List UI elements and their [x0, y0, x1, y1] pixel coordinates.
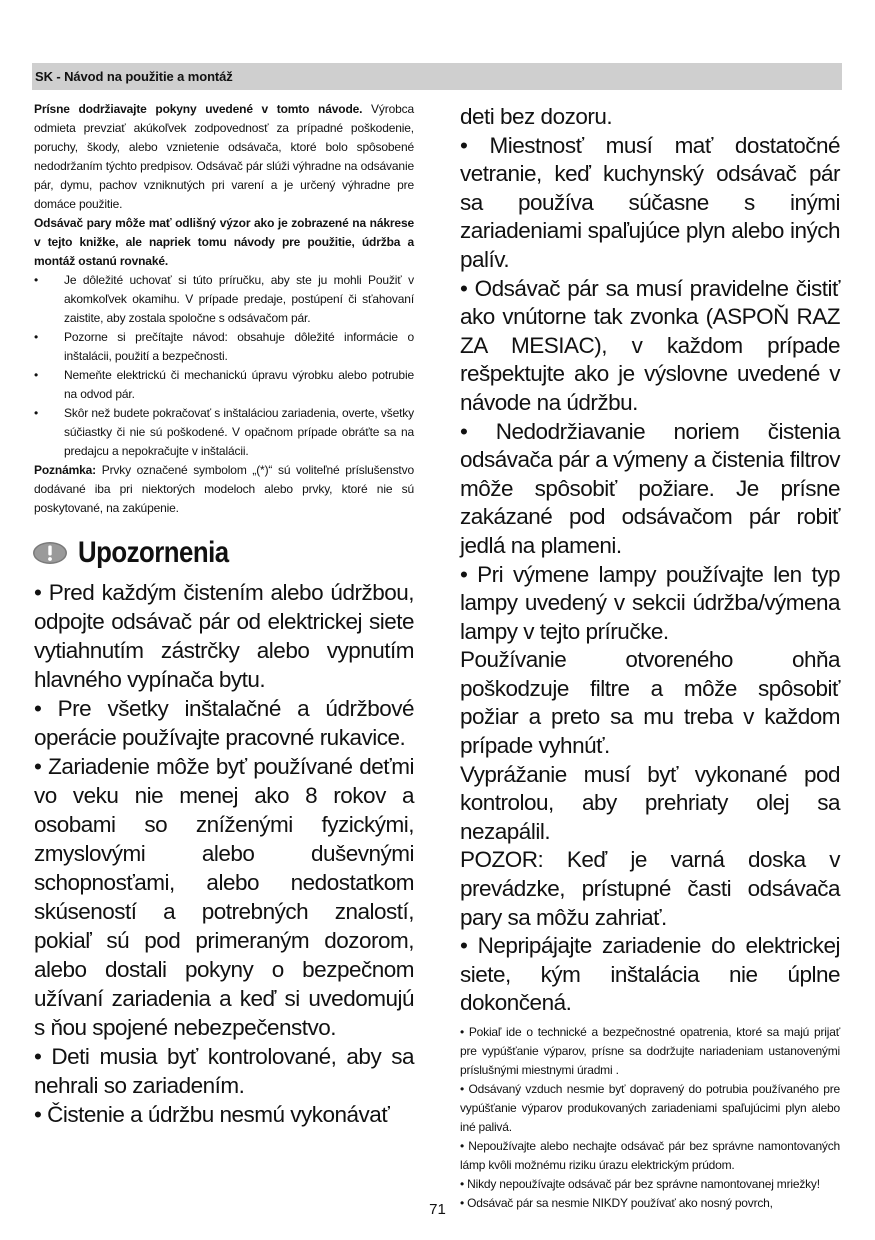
- warning-small-paragraph: • Odsávač pár sa nesmie NIKDY používať ako nosný povrch,: [460, 1196, 773, 1210]
- list-item-text: Skôr než budete pokračovať s inštaláciou zariadenia, overte, všetky súčiastky či nie sú poškodené. V opačnom prípade obráťte sa na predajcu a nepokračujte v inštalácii.: [64, 406, 414, 458]
- note-paragraph: [34, 461, 414, 518]
- warning-paragraph: • Zariadenie môže byť používané deťmi vo veku nie menej ako 8 rokov a osobami so zníženými fyzickými, zmyslovými alebo duševnými schopnosťami, alebo nedostatkom skúseností a potrebných znalostí, pokiaľ sú pod primeraným dozorom, alebo dostali pokyny o bezpečnom užívaní zariadenia a keď si uvedomujú s ňou spojené nebezpečenstvo.: [34, 754, 414, 1040]
- list-item: [34, 404, 414, 461]
- warning-paragraph: deti bez dozoru.: [460, 104, 613, 129]
- warnings-heading: [32, 532, 414, 574]
- warning-paragraph: • Pred každým čistením alebo údržbou, odpojte odsávač pár od elektrickej siete vytiahnutím zástrčky alebo vypnutím hlavného vypínača bytu.: [34, 580, 414, 692]
- list-item: [34, 328, 414, 366]
- appearance-notice: Odsávač pary môže mať odlišný výzor ako je zobrazené na nákrese v tejto knižke, ale napriek tomu návody pre použitie, údržba a montáž ostanú rovnaké.: [34, 216, 414, 268]
- page-number: 71: [429, 1201, 446, 1218]
- warning-paragraph: Vyprážanie musí byť vykonané pod kontrolou, aby prehriaty olej sa nezapálil.: [460, 761, 840, 844]
- intro-bullet-list: [34, 271, 414, 461]
- bullet-mark: •: [34, 368, 39, 382]
- warning-paragraph: • Miestnosť musí mať dostatočné vetranie, keď kuchynský odsávač pár sa používa súčasne s inými zariadeniami spaľujúce plyn alebo iných palív.: [460, 132, 840, 272]
- warning-small-paragraph: • Pokiaľ ide o technické a bezpečnostné opatrenia, ktoré sa majú prijať pre vypúšťanie výparov, prísne sa dodržujte nariadeniam ustanovenými príslušnými miestnymi úradmi .: [460, 1025, 840, 1077]
- list-item-text: Pozorne si prečítajte návod: obsahuje dôležité informácie o inštalácii, použití a bezpečnosti.: [64, 330, 414, 363]
- bullet-mark: •: [34, 273, 39, 287]
- intro-lead-bold: Prísne dodržiavajte pokyny uvedené v tomto návode.: [34, 102, 363, 116]
- bullet-mark: •: [34, 330, 39, 344]
- warning-paragraph: • Pri výmene lampy používajte len typ lampy uvedený v sekcii údržba/výmena lampy v tejto príručke.: [460, 561, 840, 644]
- section-header: [32, 63, 842, 90]
- list-item-text: Je dôležité uchovať si túto príručku, aby ste ju mohli Použiť v akomkoľvek okamihu. V prípade predaje, postúpení či sťahovaní zaistite, aby zostala spoločne s odsávačom pár.: [64, 273, 414, 325]
- note-text: Prvky označené symbolom „(*)“ sú voliteľné príslušenstvo dodávané iba pri niektorých modeloch alebo prvky, ktoré nie sú poskytované, na zakúpenie.: [34, 463, 414, 515]
- note-label: Poznámka:: [34, 463, 97, 477]
- warning-paragraph: • Nepripájajte zariadenie do elektrickej siete, kým inštalácia nie úplne dokončená.: [460, 933, 840, 1016]
- intro-paragraph: [34, 100, 414, 214]
- warning-small-paragraph: • Nikdy nepoužívajte odsávač pár bez správne namontovanej mriežky!: [460, 1177, 820, 1191]
- list-item: [34, 366, 414, 404]
- warning-paragraph: • Nedodržiavanie noriem čistenia odsávača pár a výmeny a čistenia filtrov môže spôsobiť požiare. Je prísne zakázané pod odsávačom pár robiť jedlá na plameni.: [460, 418, 840, 558]
- warning-paragraph: • Odsávač pár sa musí pravidelne čistiť ako vnútorne tak zvonka (ASPOŇ RAZ ZA MESIAC), v každom prípade rešpektujte ako je výslovne uvedené v návode na údržbu.: [460, 275, 840, 415]
- warning-paragraph: • Čistenie a údržbu nesmú vykonávať: [34, 1102, 390, 1127]
- section-title: SK - Návod na použitie a montáž: [35, 69, 233, 84]
- warning-paragraph: Používanie otvoreného ohňa poškodzuje filtre a môže spôsobiť požiar a preto sa mu treba v každom prípade vyhnúť.: [460, 647, 840, 759]
- list-item: [34, 271, 414, 328]
- warnings-title: Upozornenia: [78, 536, 229, 569]
- warning-paragraph: • Deti musia byť kontrolované, aby sa nehrali so zariadením.: [34, 1044, 414, 1098]
- bullet-mark: •: [34, 406, 39, 420]
- right-column: [460, 103, 840, 1213]
- warning-small-paragraph: • Nepoužívajte alebo nechajte odsávač pár bez správne namontovaných lámp kvôli možnému riziku úrazu elektrickým prúdom.: [460, 1139, 840, 1172]
- list-item-text: Nemeňte elektrickú či mechanickú úpravu výrobku alebo potrubie na odvod pár.: [64, 368, 414, 401]
- warning-icon: [32, 541, 68, 565]
- warning-small-paragraph: • Odsávaný vzduch nesmie byť dopravený do potrubia používaného pre vypúšťanie výparov produkovaných zariadeniami spaľujúcimi plyn alebo iné palivá.: [460, 1082, 840, 1134]
- left-column: [34, 100, 414, 1129]
- warning-paragraph: POZOR: Keď je varná doska v prevádzke, prístupné časti odsávača pary sa môžu zahriať.: [460, 847, 840, 930]
- warning-paragraph: • Pre všetky inštalačné a údržbové operácie používajte pracovné rukavice.: [34, 696, 414, 750]
- intro-lead-text: Výrobca odmieta prevziať akúkoľvek zodpovednosť za prípadné poškodenie, poruchy, škody, alebo vznietenie odsávača, ktoré bolo spôsobené nedodržaním týchto predpisov. Odsávač pár slúži výhradne na odsávanie pár, dymu, pachov vzniknutých pri varení a je určený výhradne pre domáce použitie.: [34, 102, 415, 211]
